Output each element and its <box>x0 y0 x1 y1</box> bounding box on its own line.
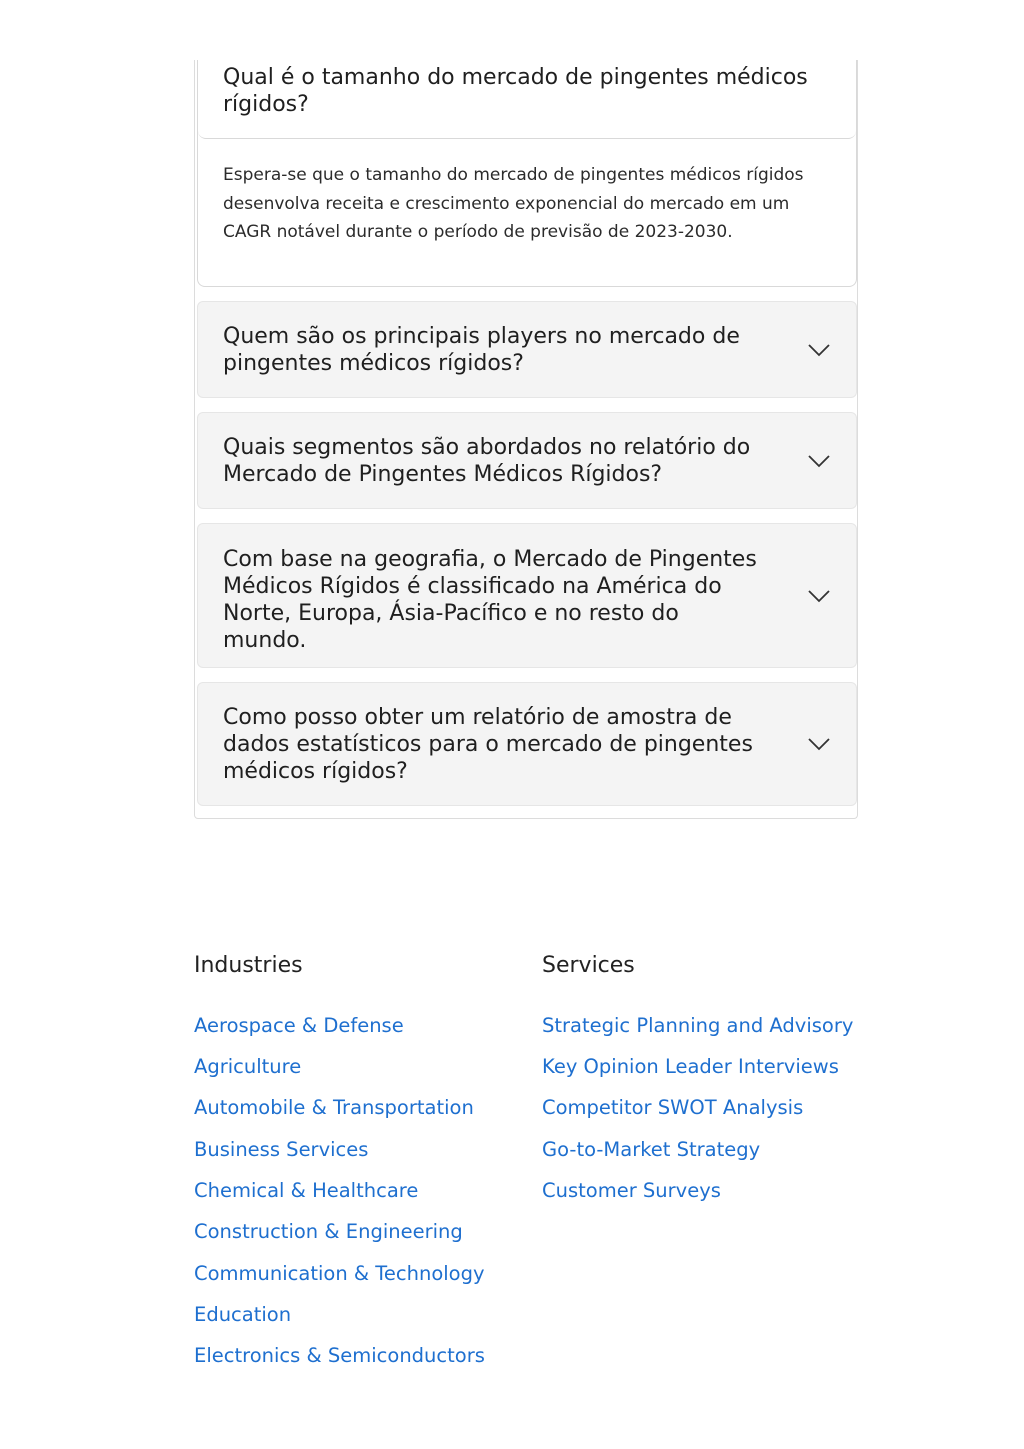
footer-link[interactable]: Key Opinion Leader Interviews <box>542 1055 839 1078</box>
footer-heading-services: Services <box>542 953 635 978</box>
footer-link[interactable]: Strategic Planning and Advisory <box>542 1014 854 1037</box>
faq-question: Quem são os principais players no mercado de pingentes médicos rígidos? <box>223 323 740 376</box>
footer-link[interactable]: Electronics & Semiconductors <box>194 1344 485 1367</box>
footer-link[interactable]: Agriculture <box>194 1055 302 1078</box>
faq-question: Qual é o tamanho do mercado de pingentes médicos rígidos? <box>223 65 808 117</box>
faq-item[interactable] <box>197 682 857 806</box>
footer-link[interactable]: Education <box>194 1303 292 1326</box>
faq-question: Quais segmentos são abordados no relatório do Mercado de Pingentes Médicos Rígidos? <box>223 434 751 487</box>
footer-link[interactable]: Customer Surveys <box>542 1179 721 1202</box>
faq-item-open <box>197 60 857 287</box>
footer-industries <box>194 951 524 1367</box>
chevron-down-icon[interactable] <box>807 343 831 357</box>
faq-question-header[interactable] <box>198 60 856 139</box>
faq-accordion <box>194 60 858 819</box>
chevron-down-icon[interactable] <box>807 454 831 468</box>
footer-link[interactable]: Business Services <box>194 1138 369 1161</box>
faq-item[interactable] <box>197 523 857 668</box>
faq-question: Como posso obter um relatório de amostra de dados estatísticos para o mercado de pingentes médicos rígidos? <box>223 704 753 784</box>
footer-link[interactable]: Go-to-Market Strategy <box>542 1138 761 1161</box>
footer-link[interactable]: Competitor SWOT Analysis <box>542 1096 804 1119</box>
footer-services <box>542 951 872 1202</box>
footer-link[interactable]: Construction & Engineering <box>194 1220 463 1243</box>
faq-item[interactable] <box>197 301 857 398</box>
chevron-down-icon[interactable] <box>807 737 831 751</box>
faq-answer: Espera-se que o tamanho do mercado de pingentes médicos rígidos desenvolva receita e crescimento exponencial do mercado em um CAGR notável durante o período de previsão de 2023-2030. <box>223 165 804 242</box>
faq-question: Com base na geografia, o Mercado de Pingentes Médicos Rígidos é classificado na América do Norte, Europa, Ásia-Pacífico e no resto do mundo. <box>223 547 757 653</box>
footer-link[interactable]: Aerospace & Defense <box>194 1014 404 1037</box>
footer-heading-industries: Industries <box>194 953 303 978</box>
chevron-down-icon[interactable] <box>807 589 831 603</box>
faq-item[interactable] <box>197 412 857 509</box>
footer-link[interactable]: Communication & Technology <box>194 1262 485 1285</box>
footer-link[interactable]: Chemical & Healthcare <box>194 1179 419 1202</box>
footer-link[interactable]: Automobile & Transportation <box>194 1096 474 1119</box>
